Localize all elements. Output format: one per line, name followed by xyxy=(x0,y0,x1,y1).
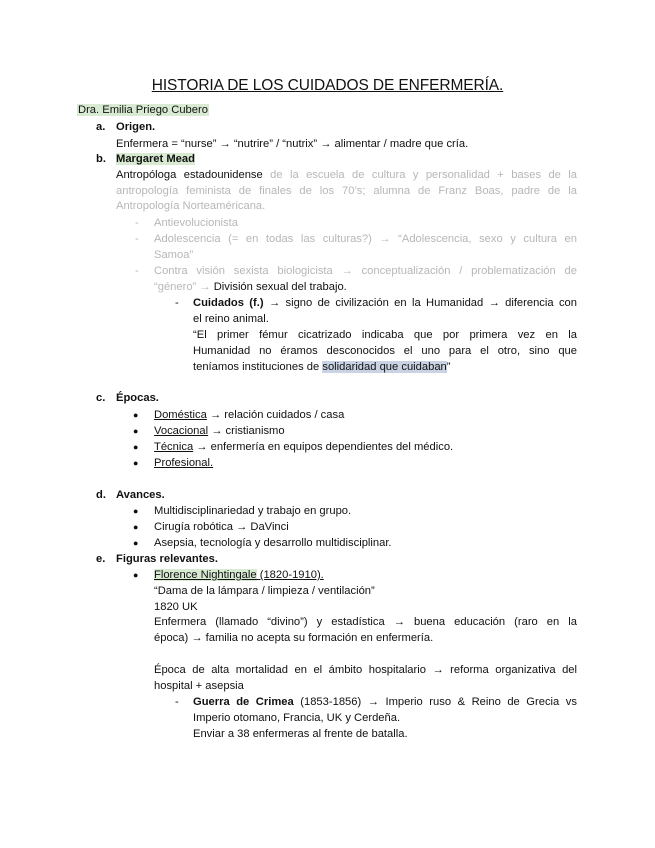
section-e-heading: Figuras relevantes. xyxy=(116,553,218,565)
quote-line-2: Humanidad no éramos desconocidos el uno para el otro, sino que xyxy=(193,345,577,357)
epoca-item xyxy=(154,456,213,470)
figure-line-4: época) → familia no acepta su formación en enfermería. xyxy=(154,632,434,644)
section-a-letter: a. xyxy=(96,121,106,133)
bullet-icon: ● xyxy=(133,522,139,532)
figure-line-1: “Dama de la lámpara / limpieza / ventilación” xyxy=(154,585,375,597)
bullet-icon: ● xyxy=(133,538,139,548)
section-c-letter: c. xyxy=(96,392,106,404)
epoca-term: Doméstica xyxy=(154,409,207,421)
bullet-icon: ● xyxy=(133,458,139,468)
epoca-term: Técnica xyxy=(154,441,194,453)
bullet-icon: ● xyxy=(133,426,139,436)
bullet-icon: ● xyxy=(133,410,139,420)
mead-point-3-line-2 xyxy=(154,280,347,294)
section-b-letter: b. xyxy=(96,153,106,165)
author-highlight: Dra. Emilia Priego Cubero xyxy=(78,104,208,116)
crimea-title: Guerra de Crimea xyxy=(193,696,294,708)
epoca-desc: → cristianismo xyxy=(208,425,285,437)
epoca-item xyxy=(154,440,453,454)
dash-marker: - xyxy=(175,297,179,309)
mead-intro-rest: de la escuela de cultura y personalidad + bases de la xyxy=(262,169,577,181)
avance-item: Asepsia, tecnología y desarrollo multidisciplinar. xyxy=(154,537,392,549)
epoca-term: Vocacional xyxy=(154,425,209,437)
section-a-heading: Origen. xyxy=(116,121,156,133)
section-a-text: Enfermera = “nurse” → “nutrire” / “nutrix” → alimentar / madre que cría. xyxy=(116,138,469,150)
epoca-term: Profesional. xyxy=(154,457,214,469)
mead-intro-line-2: antropología feminista de finales de los 70’s; alumna de Franz Boas, padre de la xyxy=(116,185,577,197)
section-b-heading xyxy=(116,152,195,166)
figure-name-highlight: Florence Nightingale xyxy=(154,569,257,581)
mead-point-1: Antievolucionista xyxy=(154,217,238,229)
figure-name xyxy=(154,568,324,582)
page-title: HISTORIA DE LOS CUIDADOS DE ENFERMERÍA. xyxy=(151,77,504,94)
mead-point-2-line-2: Samoa” xyxy=(154,249,194,261)
quote-highlight: solidaridad que cuidaban xyxy=(322,361,447,373)
epoca-item xyxy=(154,424,285,438)
crimea-line-2: Imperio otomano, Francia, UK y Cerdeña. xyxy=(193,712,401,724)
quote-line-1: “El primer fémur cicatrizado indicaba que por primera vez en la xyxy=(193,329,577,341)
bullet-icon: ● xyxy=(133,442,139,452)
dash-marker: - xyxy=(135,265,139,277)
mead-point-3-line-1: Contra visión sexista biologicista → conceptualización / problematización de xyxy=(154,265,577,277)
section-c-heading: Épocas. xyxy=(116,392,159,404)
figure-line-2: 1820 UK xyxy=(154,601,198,613)
quote-line-3 xyxy=(193,360,451,374)
mead-point-3-black: División sexual del trabajo. xyxy=(210,281,347,293)
mead-intro-bold: Antropóloga estadounidense xyxy=(116,169,263,181)
bullet-icon: ● xyxy=(133,506,139,516)
section-d-letter: d. xyxy=(96,489,106,501)
mead-point-2-line-1: Adolescencia (= en todas las culturas?) → “Adolescencia, sexo y cultura en xyxy=(154,233,577,245)
cuidados-rest: → signo de civilización en la Humanidad → diferencia con xyxy=(263,297,577,309)
mead-intro-line-1 xyxy=(116,168,577,182)
mead-point-3-gray: “género” → xyxy=(154,281,211,293)
epoca-item xyxy=(154,408,344,422)
quote-line-3-pre: teníamos instituciones de xyxy=(193,361,323,373)
section-b-heading-highlight: Margaret Mead xyxy=(116,153,195,165)
dash-marker: - xyxy=(135,233,139,245)
figure-line-3: Enfermera (llamado “divino”) y estadística → buena educación (raro en la xyxy=(154,616,577,628)
cuidados-line-1 xyxy=(193,296,577,310)
epoca-desc: → relación cuidados / casa xyxy=(206,409,345,421)
epoca-desc: → enfermería en equipos dependientes del médico. xyxy=(193,441,454,453)
cuidados-line-2: el reino animal. xyxy=(193,313,269,325)
avance-item: Cirugía robótica → DaVinci xyxy=(154,521,289,533)
section-d-heading: Avances. xyxy=(116,489,165,501)
crimea-rest: (1853-1856) → Imperio ruso & Reino de Grecia vs xyxy=(293,696,577,708)
cuidados-term: Cuidados (f.) xyxy=(193,297,264,309)
section-e-letter: e. xyxy=(96,553,106,565)
dash-marker: - xyxy=(135,217,139,229)
crimea-line-3: Enviar a 38 enfermeras al frente de batalla. xyxy=(193,728,408,740)
crimea-line-1 xyxy=(193,695,577,709)
mead-intro-line-3: Antropología Norteaméricana. xyxy=(116,200,266,212)
avance-item: Multidisciplinariedad y trabajo en grupo. xyxy=(154,505,352,517)
figure-years: (1820-1910). xyxy=(256,569,324,581)
dash-marker: - xyxy=(175,696,179,708)
bullet-icon: ● xyxy=(133,570,139,580)
quote-line-3-post: ” xyxy=(446,361,451,373)
figure-line-5: Época de alta mortalidad en el ámbito hospitalario → reforma organizativa del xyxy=(154,664,577,676)
author-name xyxy=(77,103,209,117)
figure-line-6: hospital + asepsia xyxy=(154,680,244,692)
